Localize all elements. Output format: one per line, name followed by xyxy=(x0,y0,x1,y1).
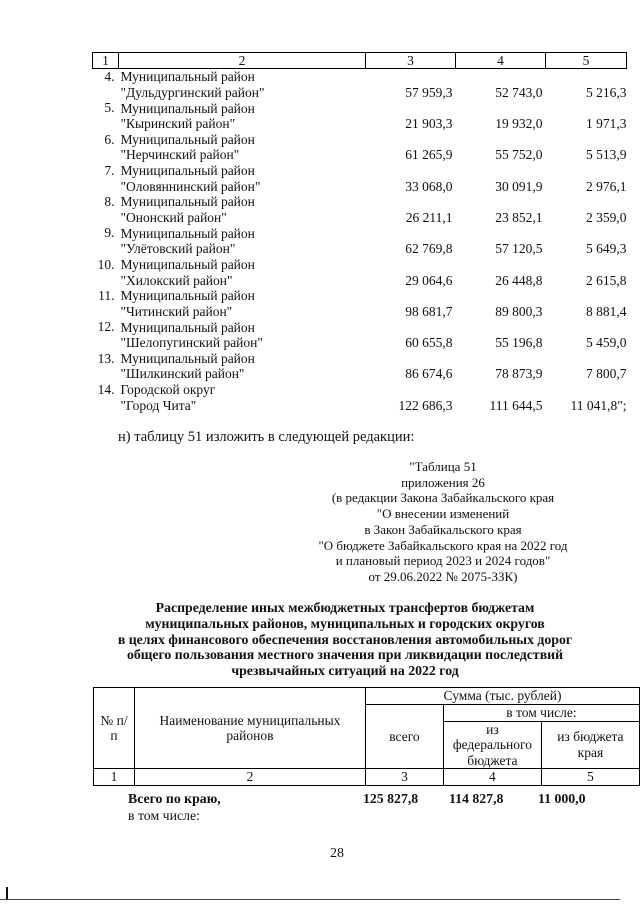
amount-total: 98 681,7 xyxy=(405,303,453,319)
row-number: 8. xyxy=(104,194,115,210)
amount-federal: 57 120,5 xyxy=(495,241,543,257)
column-number: 2 xyxy=(119,53,366,69)
page-number: 28 xyxy=(330,846,344,861)
amount-federal: 55 196,8 xyxy=(495,335,543,351)
amount-regional: 2 615,8 xyxy=(586,272,627,288)
amount-regional: 1 971,3 xyxy=(586,116,627,132)
header-including: в том числе: xyxy=(443,705,639,722)
header-name: Наименование муниципальных районов xyxy=(134,688,365,769)
reference-line: "О внесении изменений xyxy=(376,506,510,522)
amount-total: 29 064,6 xyxy=(405,272,453,288)
district-name: Муниципальный район "Улётовский район" xyxy=(120,225,255,257)
amount-federal: 19 932,0 xyxy=(495,116,543,132)
reference-line: от 29.06.2022 № 2075-ЗЗК) xyxy=(368,568,518,584)
amount-federal: 89 800,3 xyxy=(495,303,543,319)
district-name: Муниципальный район "Дульдургинский район" xyxy=(120,69,265,100)
reference-line: "О бюджете Забайкальского края на 2022 год xyxy=(318,537,568,553)
row-number: 14. xyxy=(97,381,115,397)
amount-federal: 52 743,0 xyxy=(495,84,543,100)
table-row xyxy=(93,194,627,225)
including-note: в том числе: xyxy=(128,808,200,823)
amount-total: 122 686,3 xyxy=(398,397,453,413)
row-number: 4. xyxy=(104,69,115,84)
table-row xyxy=(93,288,627,319)
amount-regional: 8 881,4 xyxy=(586,303,627,319)
amount-total: 33 068,0 xyxy=(405,178,453,194)
reference-line: в Закон Забайкальского края xyxy=(364,521,522,537)
title-line: Распределение иных межбюджетных трансфертов бюджетам xyxy=(155,600,535,615)
amount-total: 62 769,8 xyxy=(405,241,453,257)
row-number: 7. xyxy=(104,162,115,178)
row-number: 12. xyxy=(97,319,115,335)
totals-amount-total: 125 827,8 xyxy=(363,791,419,806)
amount-regional: 7 800,7 xyxy=(586,366,627,382)
allocation-table-continued xyxy=(92,52,627,413)
table-row xyxy=(93,100,627,131)
amount-regional: 2 976,1 xyxy=(586,178,627,194)
table-row xyxy=(93,382,627,413)
reference-line: приложения 26 xyxy=(401,474,485,490)
reference-line: "Таблица 51 xyxy=(409,459,477,474)
amount-federal: 23 852,1 xyxy=(495,209,543,225)
amount-regional: 5 649,3 xyxy=(586,241,627,257)
row-number: 13. xyxy=(97,350,115,366)
district-name: Муниципальный район "Шилкинский район" xyxy=(120,350,255,382)
column-number: 3 xyxy=(366,53,456,69)
column-number: 5 xyxy=(546,53,627,69)
amount-total: 60 655,8 xyxy=(405,335,453,351)
amount-federal: 55 752,0 xyxy=(495,147,543,163)
table-reference-note xyxy=(312,459,574,585)
table-row xyxy=(93,132,627,163)
table-51-header xyxy=(93,687,640,786)
column-number: 5 xyxy=(541,769,639,786)
column-number: 1 xyxy=(93,53,119,69)
district-name: Муниципальный район "Шелопугинский район" xyxy=(120,319,263,351)
reference-line: (в редакции Закона Забайкальского края xyxy=(331,490,555,506)
table-row xyxy=(93,225,627,256)
header-regional: из бюджета края xyxy=(541,721,639,769)
district-name: Муниципальный район "Ононский район" xyxy=(120,194,255,225)
amount-regional: 5 513,9 xyxy=(586,147,627,163)
table-row xyxy=(93,69,627,101)
amendment-paragraph: н) таблицу 51 изложить в следующей редакции: xyxy=(118,429,415,445)
district-name: Городской округ "Город Чита" xyxy=(120,382,216,413)
amount-federal: 111 644,5 xyxy=(489,397,543,413)
amount-federal: 78 873,9 xyxy=(495,366,543,382)
table-row xyxy=(93,351,627,382)
amount-total: 57 959,3 xyxy=(405,84,453,100)
totals-label: Всего по краю, xyxy=(128,791,221,806)
totals-amount-federal: 114 827,8 xyxy=(449,791,504,806)
reference-line: и плановый период 2023 и 2024 годов" xyxy=(335,553,551,569)
column-number-row xyxy=(93,53,627,69)
row-number: 6. xyxy=(104,131,115,147)
title-line: чрезвычайных ситуаций на 2022 год xyxy=(231,663,459,679)
footer-divider xyxy=(0,899,620,900)
amount-regional: 5 216,3 xyxy=(586,84,627,100)
column-number: 4 xyxy=(443,769,541,786)
row-number: 5. xyxy=(104,100,115,116)
table-body xyxy=(93,69,627,414)
district-name: Муниципальный район "Хилокский район" xyxy=(120,257,255,288)
header-sum: Сумма (тыс. рублей) xyxy=(366,688,640,705)
district-name: Муниципальный район "Читинский район" xyxy=(120,288,255,319)
table-row xyxy=(93,319,627,350)
header-number: № п/п xyxy=(94,688,135,769)
scan-margin-mark xyxy=(6,887,8,899)
district-name: Муниципальный район "Нерчинский район" xyxy=(120,131,255,163)
column-number: 3 xyxy=(366,769,444,786)
amount-federal: 26 448,8 xyxy=(495,272,543,288)
table-row xyxy=(93,257,627,288)
district-name: Муниципальный район "Оловяннинский район" xyxy=(120,163,261,194)
title-line: муниципальных районов, муниципальных и городских округов xyxy=(145,615,545,631)
amount-total: 61 265,9 xyxy=(405,147,453,163)
header-total: всего xyxy=(366,705,444,769)
row-number: 9. xyxy=(104,225,115,241)
amount-regional: 11 041,8"; xyxy=(570,397,627,413)
row-number: 10. xyxy=(97,256,115,272)
totals-amount-regional: 11 000,0 xyxy=(538,791,586,806)
header-federal: из федерального бюджета xyxy=(443,721,541,769)
amount-total: 26 211,1 xyxy=(405,209,453,225)
column-number: 1 xyxy=(94,769,135,786)
amount-federal: 30 091,9 xyxy=(495,178,543,194)
amount-regional: 5 459,0 xyxy=(586,335,627,351)
amount-regional: 2 359,0 xyxy=(586,209,627,225)
column-number: 2 xyxy=(134,769,365,786)
title-line: в целях финансового обеспечения восстановления автомобильных дорог xyxy=(117,631,573,647)
row-number: 11. xyxy=(98,288,115,304)
table-title xyxy=(95,600,595,679)
district-name: Муниципальный район "Кыринский район" xyxy=(120,100,255,132)
amount-total: 21 903,3 xyxy=(405,116,453,132)
column-number: 4 xyxy=(456,53,546,69)
table-row xyxy=(93,163,627,194)
amount-total: 86 674,6 xyxy=(405,366,453,382)
title-line: общего пользования местного значения при ликвидации последствий xyxy=(126,647,564,663)
